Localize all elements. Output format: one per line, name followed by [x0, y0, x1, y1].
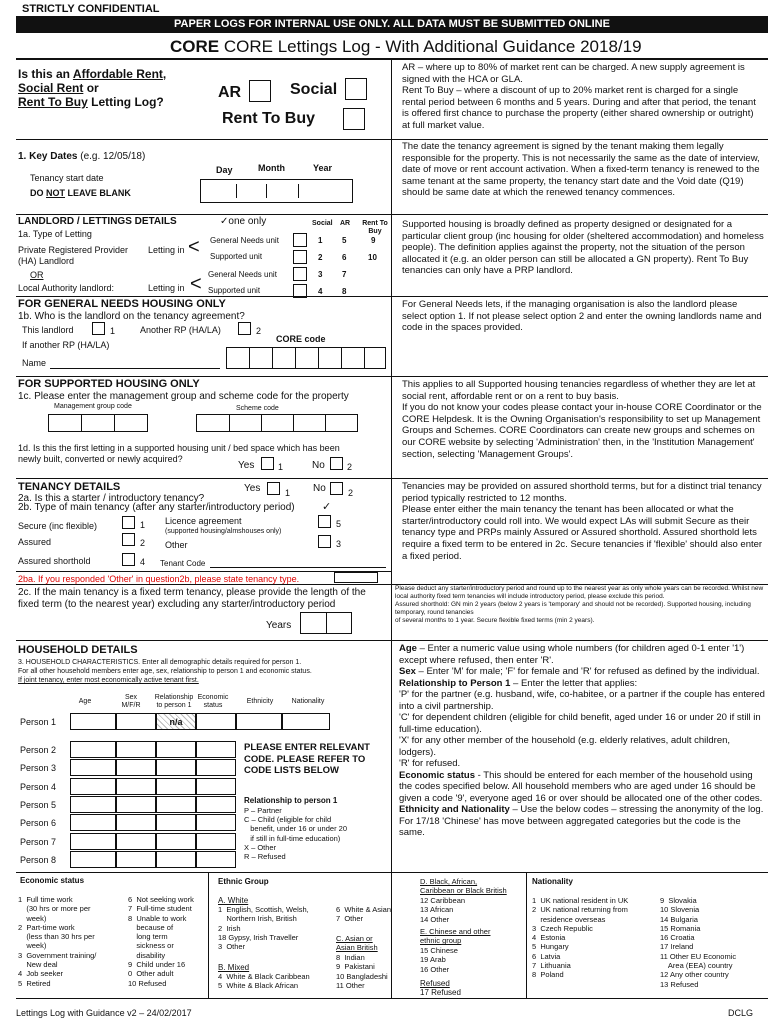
household-cell[interactable] [196, 759, 236, 776]
other-tenancy-checkbox[interactable] [318, 535, 331, 548]
q2ba-input[interactable] [334, 572, 378, 583]
q1-rule [16, 139, 768, 140]
one-only: ✓one only [220, 216, 267, 227]
household-cell[interactable] [196, 814, 236, 831]
nat-codes-1: 1 UK national resident in UK 2 UK national returning from residence overseas 3 Czech Republic 4 Estonia 5 Hungary 6 Latvia 7 Lithuania 8 Poland [532, 896, 629, 980]
code-sep [295, 347, 296, 369]
eco-heading: Economic status [20, 876, 85, 885]
eth-heading: Ethnic Group [218, 877, 269, 886]
code-cell: 1 [318, 236, 323, 245]
na-label: n/a [169, 717, 183, 727]
letting-checkbox-3[interactable] [293, 267, 307, 281]
code-cell: 9 [371, 236, 376, 245]
ash-checkbox[interactable] [122, 553, 135, 566]
household-cell[interactable] [70, 851, 116, 868]
person-label: Person 8 [20, 855, 57, 865]
person-label: Person 1 [20, 717, 57, 727]
footer-version: Lettings Log with Guidance v2 – 24/02/2017 [16, 1008, 192, 1018]
day-label: Day [216, 165, 233, 175]
person-label: Person 6 [20, 818, 57, 828]
q0-line2: Social Rent or [18, 81, 99, 95]
q2b-check-icon: ✓ [322, 501, 332, 513]
household-cell[interactable] [116, 851, 156, 868]
q0-guidance: AR – where up to 80% of market rent can be charged. A new supply agreement is signed with the HCA or GLA. Rent To Buy – where a discount of up to 20% market rent is charged for a single rental period between 6 months and 5 years. During and after that period, the tenant is offered first chance to purchase the property (either shared ownership or outright) at full market value. [402, 62, 756, 131]
q0-line3: Rent To Buy Letting Log? [18, 95, 164, 109]
q1d-no-checkbox[interactable] [330, 457, 343, 470]
code-cell: 8 [342, 287, 347, 296]
household-cell[interactable] [156, 778, 196, 795]
footer-dclg: DCLG [728, 1008, 754, 1018]
col-nationality: Nationality [291, 698, 325, 705]
q1c-question: 1c. Please enter the management group and scheme code for the property [18, 391, 349, 402]
codes-rule [16, 872, 768, 873]
nat-heading: Nationality [532, 877, 573, 886]
type-letting: 1a. Type of Letting [18, 229, 92, 239]
confidential-label: STRICTLY CONFIDENTIAL [22, 3, 160, 15]
q2a-yes: Yes [244, 483, 261, 494]
eth-c: C. Asian or Asian British [336, 934, 378, 953]
q2a-no-checkbox[interactable] [330, 482, 343, 495]
col-relationship: Relationship to person 1 [154, 694, 194, 709]
eth-d: D. Black, African, Caribbean or Black British [420, 877, 507, 896]
person-label: Person 5 [20, 800, 57, 810]
other-label: Other [165, 540, 188, 550]
code-sep [341, 347, 342, 369]
q1b-rule [16, 296, 768, 297]
q2a-yes-checkbox[interactable] [267, 482, 280, 495]
q0-line1: Is this an Affordable Rent, [18, 67, 167, 81]
name-input-line[interactable] [50, 368, 220, 369]
household-cell[interactable] [236, 713, 282, 730]
code-sep [229, 414, 230, 432]
household-cell[interactable] [156, 796, 196, 813]
code-cell: 10 [368, 253, 377, 262]
code-sep [325, 414, 326, 432]
rtb-checkbox[interactable] [343, 108, 365, 130]
eth-b: B. Mixed [218, 963, 250, 972]
person-label: Person 2 [20, 745, 57, 755]
opt-number: 2 [140, 538, 146, 548]
tenant-code-label: Tenant Code [160, 559, 206, 568]
q3-guidance: Age – Enter a numeric value using whole numbers (for children aged 0-1 enter '1') except where refused, then enter 'R'. Sex – Enter 'M' for male; 'F' for female and 'R' for refused as defined by the individual. Relationship to Person 1 – Enter the letter that applies: 'P' for the partner (e.g. husband, wife, co-habitee, or a partner if the couple has entered into a civil partnership. 'C' for dependent children (eligible for child benefit, aged under 16 or under 20 if still in full-time education). 'X' for any other member of the household (e.g. elderly relatives, adult children, lodgers). 'R' for refused. Economic status - This should be entered for each member of the household using the codes specified below. All household members who are aged under 16 should be given a code '9', everyone aged 16 or over should be allocated one of the other codes. Ethnicity and Nationality – Use the below codes – stressing the anonymity of the log. For 17/18 'Chinese' has move between aggregated categories but the code is the same. [399, 643, 765, 838]
q2c-question: 2c. If the main tenancy is a fixed term tenancy, please provide the length of the fixed term (to the nearest year) excluding any starter/introductory period [18, 587, 366, 610]
household-cell[interactable] [196, 713, 236, 730]
mg-label: Management group code [54, 403, 132, 410]
page-title-text: CORE Lettings Log - With Additional Guidance 2018/19 [223, 37, 642, 56]
opt-number: 5 [336, 519, 342, 529]
code-sep [364, 347, 365, 369]
col-economic: Economic status [197, 694, 229, 709]
scheme-input[interactable] [196, 414, 358, 432]
letting-in-1: Letting in [148, 245, 185, 255]
su-unit-2: Supported unit [208, 286, 261, 295]
date-sep [236, 184, 237, 198]
household-cell[interactable] [70, 713, 116, 730]
household-cell[interactable] [116, 741, 156, 758]
household-cell[interactable] [70, 759, 116, 776]
q2c-guidance: Please deduct any starter/introductory period and round up to the nearest year as only whole years can be recorded. Whilst new local authority fixed term tenancies will include introductory period, please exclude this period. Assured shorthold: GN min 2 years (below 2 years is 'temporary' and should not be recorded). Supported housing, including temporary, round tenancies of several months to 1 year. Secure flexible fixed terms (min 2 years). [395, 585, 764, 624]
household-cell[interactable] [70, 796, 116, 813]
assured-label: Assured [18, 537, 52, 547]
secure-checkbox[interactable] [122, 516, 135, 529]
household-cell[interactable] [196, 833, 236, 850]
year-label: Year [313, 163, 333, 173]
code-cell: 3 [318, 270, 323, 279]
q1c-guidance: This applies to all Supported housing tenancies regardless of whether they are let at social rent, affordable rent or on a rent to buy basis. If you do not know your codes please contact your in-house CORE Coordinator or the CORE Helpdesk. It is the Owning Organisation's responsibility to set up Management Groups and Schemes. CORE Coordinators can create new groups and schemes on our CORE website by selecting 'Administration' then, in the 'Institution Management' section, selecting 'Management Groups'. [402, 379, 762, 460]
eth-codes-a: 1 English, Scottish, Welsh, Northern Irish, British 2 Irish 18 Gypsy, Irish Traveller 3 Other [218, 905, 309, 952]
sh-heading: FOR SUPPORTED HOUSING ONLY [18, 378, 200, 390]
household-cell [156, 713, 196, 730]
person-label: Person 3 [20, 763, 57, 773]
licence-checkbox[interactable] [318, 515, 331, 528]
month-label: Month [258, 163, 285, 173]
opt-number: 1 [140, 520, 146, 530]
tenant-code-input[interactable] [210, 567, 386, 568]
household-cell[interactable] [156, 741, 196, 758]
letting-checkbox-1[interactable] [293, 233, 307, 247]
rtb-label: Rent To Buy [222, 110, 316, 127]
q1a-guidance: Supported housing is broadly defined as property designed or designated for a particular client group (inc housing for older (sheltered accommodation) and homeless people). The definition applies against the property, not the situation of the person allocated it (e.g. an older person can still be allocated a GN property). Rent To Buy tenancies can only have a PRP landlord. [402, 219, 764, 277]
eth-codes-e: 15 Chinese 19 Arab 16 Other [420, 946, 458, 974]
secure-label: Secure (inc flexible) [18, 521, 98, 531]
eth-codes-d: 12 Caribbean 13 African 14 Other [420, 896, 466, 924]
la-label: Local Authority landlord: [18, 283, 115, 293]
household-cell[interactable] [196, 851, 236, 868]
code-sep [293, 414, 294, 432]
this-landlord: This landlord [22, 325, 74, 335]
if-another: If another RP (HA/LA) [22, 340, 110, 350]
opt-number: 2 [256, 326, 262, 336]
eco-codes-1: 1 Full time work (30 hrs or more per week) 2 Part-time work (less than 30 hrs per week) 3 Government training/ New deal 4 Job seeker 5 Retired [18, 895, 97, 988]
letting-in-2: Letting in [148, 283, 185, 293]
col-age: Age [78, 698, 92, 705]
page-title: CORE CORE Lettings Log - With Additional Guidance 2018/19 [170, 37, 642, 56]
household-cell[interactable] [70, 741, 116, 758]
opt-number: 1 [110, 326, 116, 336]
gn-heading: FOR GENERAL NEEDS HOUSING ONLY [18, 298, 226, 310]
online-banner: PAPER LOGS FOR INTERNAL USE ONLY. ALL DATA MUST BE SUBMITTED ONLINE [16, 16, 768, 33]
household-cell[interactable] [116, 796, 156, 813]
household-cell[interactable] [156, 759, 196, 776]
mg-input[interactable] [48, 414, 148, 432]
opt-number: 1 [278, 462, 284, 472]
codes-sep [526, 872, 527, 998]
person-label: Person 4 [20, 782, 57, 792]
opt-number: 4 [140, 557, 146, 567]
q1b-guidance: For General Needs lets, if the managing organisation is also the landlord please select option 1. If not please select option 2 and enter the owning landlords name and code in the spaces provided. [402, 299, 762, 334]
col-rtb: Rent To Buy [362, 220, 388, 235]
prp-label: Private Registered Provider [18, 245, 129, 255]
rel-heading: Relationship to person 1 [244, 796, 338, 805]
code-cell: 2 [318, 253, 323, 262]
gn-unit-1: General Needs unit [210, 236, 279, 245]
ha-label: (HA) Landlord [18, 256, 75, 266]
licence-label: Licence agreement [165, 516, 242, 526]
code-sep [249, 347, 250, 369]
letting-checkbox-2[interactable] [293, 250, 307, 264]
code-sep [81, 414, 82, 432]
nat-codes-2: 9 Slovakia 10 Slovenia 14 Bulgaria 15 Romania 16 Croatia 17 Ireland 11 Other EU Economic Area (EEA) country 12 Any other country 13 Refused [660, 896, 737, 989]
eco-codes-2: 6 Not seeking work 7 Full-time student 8 Unable to work because of long term sickness or disability 9 Child under 16 0 Other adult 10 Refused [128, 895, 194, 988]
q2-guidance: Tenancies may be provided on assured shorthold terms, but for a distinct trial tenancy period typically restricted to 12 months. Please enter either the main tenancy the tenant has been allocated or what the starter/introductory could roll into. We would expect LAs will submit Secure as their tenancy type and PRPs mainly Assured or Assured shorthold. Assured shorthold lets require a fixed term to be entered in 2c. Secure tenancies if 'flexible' should also enter a fixed period. [402, 481, 763, 562]
col-social: Social [312, 220, 333, 227]
q3-line2: For all other household members enter age, sex, relationship to person 1 and economic status. [18, 668, 312, 675]
codes-bottom-rule [16, 998, 768, 999]
start-date-input[interactable] [200, 179, 353, 203]
enter-code-note: PLEASE ENTER RELEVANT CODE. PLEASE REFER TO CODE LISTS BELOW [244, 742, 370, 776]
household-cell[interactable] [116, 759, 156, 776]
code-sep [272, 347, 273, 369]
years-label: Years [266, 620, 292, 631]
eth-a: A. White [218, 896, 249, 905]
q3-line3: If joint tenancy, enter most economically active tenant first. [18, 677, 199, 684]
q1-title: 1. Key Dates (e.g. 12/05/18) [18, 151, 146, 162]
household-cell[interactable] [116, 713, 156, 730]
q2a-no: No [313, 483, 326, 494]
this-landlord-checkbox[interactable] [92, 322, 105, 335]
landlord-heading: LANDLORD / LETTINGS DETAILS [18, 216, 177, 227]
household-cell[interactable] [196, 778, 236, 795]
eth-refused: Refused [420, 979, 450, 988]
code-cell: 7 [342, 270, 347, 279]
dont-leave-blank: DO NOT LEAVE BLANK [30, 188, 131, 198]
eth-codes-r: 17 Refused [420, 988, 461, 997]
q1d-yes-checkbox[interactable] [261, 457, 274, 470]
eth-codes-a2: 6 White & Asian 7 Other [336, 905, 392, 924]
brace-2: < [190, 273, 202, 295]
tenancy-start-label: Tenancy start date [30, 173, 104, 183]
code-sep [318, 347, 319, 369]
person-label: Person 7 [20, 837, 57, 847]
household-cell[interactable] [156, 851, 196, 868]
household-cell[interactable] [196, 741, 236, 758]
ar-checkbox[interactable] [249, 80, 271, 102]
title-rule [16, 58, 768, 60]
gn-unit-2: General Needs unit [208, 270, 277, 279]
another-rp: Another RP (HA/LA) [140, 325, 221, 335]
household-cell[interactable] [116, 814, 156, 831]
date-sep [298, 184, 299, 198]
q1d-question: 1d. Is this the first letting in a supported housing unit / bed space which has been newly built, converted or newly acquired? [18, 443, 340, 464]
household-cell[interactable] [116, 778, 156, 795]
household-cell[interactable] [156, 833, 196, 850]
col-ar: AR [340, 220, 351, 227]
code-cell: 4 [318, 287, 323, 296]
date-sep [266, 184, 267, 198]
q2b-question: 2b. Type of main tenancy (after any starter/introductory period) [18, 502, 295, 513]
brace-1: < [188, 236, 200, 258]
household-cell[interactable] [196, 796, 236, 813]
q3-line1: 3. HOUSEHOLD CHARACTERISTICS. Enter all demographic details required for person 1. [18, 659, 302, 666]
or-label: OR [30, 270, 44, 280]
ash-label: Assured shorthold [18, 556, 91, 566]
licence-sub: (supported housing/almshouses only) [165, 528, 282, 535]
ar-label: AR [218, 84, 242, 101]
q1b-question: 1b. Who is the landlord on the tenancy agreement? [18, 311, 245, 322]
household-cell[interactable] [156, 814, 196, 831]
social-label: Social [290, 81, 338, 98]
assured-checkbox[interactable] [122, 533, 135, 546]
q1d-no: No [312, 460, 325, 471]
q1a-rule [16, 214, 768, 215]
code-cell: 6 [342, 253, 347, 262]
code-sep [114, 414, 115, 432]
social-checkbox[interactable] [345, 78, 367, 100]
name-label: Name [22, 358, 47, 368]
core-code-label: CORE code [276, 334, 326, 344]
q2a-question: 2a. Is this a starter / introductory tenancy? [18, 493, 205, 504]
household-cell[interactable] [116, 833, 156, 850]
eth-codes-c: 8 Indian 9 Pakistani 10 Bangladeshi 11 Other [336, 953, 388, 990]
core-code-input[interactable] [226, 347, 386, 369]
q2ba-question: 2ba. If you responded 'Other' in question2b, please state tenancy type. [18, 574, 300, 584]
q3-rule [16, 640, 768, 641]
q1c-rule [16, 376, 768, 377]
opt-number: 1 [285, 488, 291, 498]
rel-codes: P – Partner C – Child (eligible for child benefit, under 16 or under 20 if still in full-time education) X – Other R – Refused [244, 806, 347, 862]
another-rp-checkbox[interactable] [238, 322, 251, 335]
opt-number: 2 [347, 462, 353, 472]
codes-sep [208, 872, 209, 998]
opt-number: 3 [336, 539, 342, 549]
household-cell[interactable] [70, 833, 116, 850]
sc-label: Scheme code [236, 405, 279, 412]
tenancy-heading: TENANCY DETAILS [18, 481, 121, 493]
household-cell[interactable] [70, 814, 116, 831]
household-cell[interactable] [70, 778, 116, 795]
eth-codes-b: 4 White & Black Caribbean 5 White & Black African [218, 972, 310, 991]
opt-number: 2 [348, 488, 354, 498]
q1-guidance: The date the tenancy agreement is signed by the tenant making them legally responsible for the property. This is not necessarily the same as the date of interview, date of move or rent account activation. When a fixed-term tenancy is renewed to the same tenant at the same property, the tenancy start date and the Void date (Q19) should be same date at which the renewed tenancy commences. [402, 141, 760, 199]
household-cell[interactable] [282, 713, 330, 730]
su-unit-1: Supported unit [210, 252, 263, 261]
eth-e: E. Chinese and other ethnic group [420, 927, 491, 946]
code-cell: 5 [342, 236, 347, 245]
q1d-yes: Yes [238, 460, 255, 471]
code-sep [261, 414, 262, 432]
col-ethnicity: Ethnicity [246, 698, 274, 705]
q2-rule [16, 478, 768, 479]
code-sep [326, 612, 327, 634]
col-sex: Sex M/F/R [121, 694, 141, 709]
household-heading: HOUSEHOLD DETAILS [18, 644, 138, 656]
